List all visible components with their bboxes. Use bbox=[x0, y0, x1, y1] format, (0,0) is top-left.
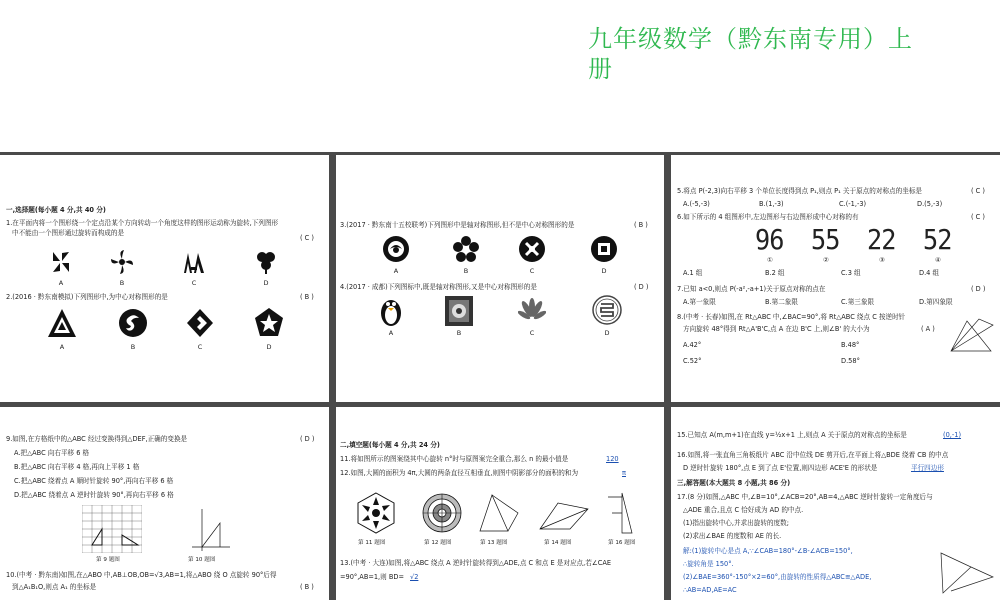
question-8-option-d: D.58° bbox=[841, 357, 860, 365]
option-label: A bbox=[59, 343, 65, 351]
clover-icon bbox=[254, 249, 278, 275]
question-1-answer: ( C ) bbox=[300, 234, 314, 242]
question-4: 4.(2017 · 成都)下列图标中,既是轴对称图形,又是中心对称图形的是 bbox=[340, 283, 537, 291]
pinwheel-x-icon bbox=[50, 249, 72, 275]
quadrilateral-figure bbox=[536, 499, 592, 533]
option-label: A bbox=[388, 329, 394, 337]
question-13-line-2: =90°,AB=1,则 BD= bbox=[340, 573, 404, 581]
seal-icon bbox=[592, 295, 622, 325]
flower-icon bbox=[452, 235, 480, 263]
digit-pair-1: 96 bbox=[755, 223, 784, 256]
panel-fill-in-11-13 bbox=[336, 407, 664, 600]
section-heading: 二,填空题(每小题 4 分,共 24 分) bbox=[340, 441, 440, 449]
option-label: A bbox=[393, 267, 399, 275]
panel-questions-3-4 bbox=[336, 155, 664, 402]
option-label: D bbox=[601, 267, 607, 275]
question-17-line-2: △ADE 重合,且点 C 恰好成为 AD 的中点. bbox=[683, 506, 804, 514]
solution-line-1: 解:(1)旋转中心是点 A,∵∠CAB=180°-∠B-∠ACB=150°, bbox=[683, 547, 853, 555]
question-2-answer: ( B ) bbox=[300, 293, 314, 301]
question-7-answer: ( D ) bbox=[971, 285, 986, 293]
question-2: 2.(2016 · 黔东南模拟)下列图形中,为中心对称图形的是 bbox=[6, 293, 168, 301]
question-8-option-c: C.52° bbox=[683, 357, 702, 365]
question-7-option-a: A.第一象限 bbox=[683, 298, 716, 306]
option-label: B bbox=[119, 279, 125, 287]
question-11: 11.将如图所示的图案绕其中心旋转 n°时与原图案完全重合,那么 n 的最小值是 bbox=[340, 455, 569, 463]
question-11-answer: 120 bbox=[606, 455, 619, 463]
solution-line-3: (2)∠BAE=360°-150°×2=60°,由旋转的性质得△ABC≌△ADE, bbox=[683, 573, 872, 581]
rotation-star-figure bbox=[937, 547, 997, 597]
question-9: 9.如图,在方格纸中的△ABC 经过变换得到△DEF,正确的变换是 bbox=[6, 435, 188, 443]
question-8-answer: ( A ) bbox=[921, 325, 935, 333]
question-9-option-d: D.把△ABC 绕着点 A 逆时针旋转 90°,再向右平移 6 格 bbox=[14, 491, 174, 499]
ring-logo-icon bbox=[382, 235, 410, 263]
question-17-part-2: (2)求出∠BAE 的度数和 AE 的长. bbox=[683, 532, 782, 540]
question-17-line-1: 17.(8 分)如图,△ABC 中,∠B=10°,∠ACB=20°,AB=4,△ABC 逆时针旋转一定角度后与 bbox=[677, 493, 933, 501]
question-7-option-c: C.第三象限 bbox=[841, 298, 875, 306]
digit-pair-3: 22 bbox=[867, 223, 896, 256]
question-5-option-a: A.(-5,-3) bbox=[683, 200, 710, 208]
section-heading: 三,解答题(本大题共 8 小题,共 86 分) bbox=[677, 479, 791, 487]
figure-caption: 第 13 题图 bbox=[480, 540, 508, 546]
digit-pair-2: 55 bbox=[811, 223, 840, 256]
question-16-line-1: 16.如图,将一张直角三角板纸片 ABC 沿中位线 DE 剪开后,在平面上将△BDE 绕着 CB 的中点 bbox=[677, 451, 949, 459]
option-label: D bbox=[263, 279, 269, 287]
petal-logo-icon bbox=[518, 297, 546, 325]
question-13-line-1: 13.(中考 · 大连)如图,将△ABC 绕点 A 逆时针旋转得到△ADE,点 C 和点 E 是对应点,若∠CAE bbox=[340, 559, 612, 567]
diamond-logo-icon bbox=[186, 308, 214, 338]
figure-number: ③ bbox=[879, 256, 885, 264]
question-15: 15.已知点 A(m,m+1)在直线 y=½x+1 上,则点 A 关于原点的对称点的坐标是 bbox=[677, 431, 907, 439]
question-6-option-b: B.2 组 bbox=[765, 269, 785, 277]
question-7: 7.已知 a<0,则点 P(-a²,-a+1)关于原点对称的点在 bbox=[677, 285, 826, 293]
option-label: A bbox=[58, 279, 64, 287]
penguin-icon bbox=[378, 295, 404, 327]
question-3: 3.(2017 · 黔东南十五校联考)下列图形中是轴对称图形,但不是中心对称图形的是 bbox=[340, 221, 575, 229]
figure-number: ① bbox=[767, 256, 773, 264]
option-label: D bbox=[266, 343, 272, 351]
hexagon-pattern-figure bbox=[354, 491, 398, 535]
question-6-option-d: D.4 组 bbox=[919, 269, 940, 277]
square-badge-icon bbox=[444, 295, 474, 327]
rotation-triangle-figure bbox=[947, 311, 997, 357]
question-10-line-1: 10.(中考 · 黔东南)如图,在△ABO 中,AB⊥OB,OB=√3,AB=1,将△ABO 绕 O 点旋转 90°后得 bbox=[6, 571, 277, 579]
question-8-line-2: 方向旋转 48°得到 Rt△A'B'C,点 A 在边 B'C 上,则∠B' 的大小为 bbox=[683, 325, 870, 333]
figure-caption: 第 12 题图 bbox=[424, 540, 452, 546]
rotated-triangles-figure bbox=[474, 489, 522, 535]
question-4-answer: ( D ) bbox=[634, 283, 649, 291]
pentagon-star-icon bbox=[254, 307, 284, 339]
question-8-option-a: A.42° bbox=[683, 341, 702, 349]
question-5-option-d: D.(5,-3) bbox=[917, 200, 943, 208]
arrows-icon bbox=[182, 249, 206, 275]
figure-caption: 第 14 题图 bbox=[544, 540, 572, 546]
question-6-option-a: A.1 组 bbox=[683, 269, 703, 277]
panel-questions-5-8 bbox=[671, 155, 1000, 402]
question-15-answer: (0,-1) bbox=[943, 431, 962, 439]
question-5: 5.将点 P(-2,3)向右平移 3 个单位长度得到点 P₁,则点 P₁ 关于原点的对称点的坐标是 bbox=[677, 187, 923, 195]
question-10-line-2: 到△A₁B₁O,则点 A₁ 的坐标是 bbox=[12, 583, 97, 591]
question-16-answer: 平行四边形 bbox=[911, 464, 944, 472]
question-6: 6.如下所示的 4 组图形中,左边图形与右边图形成中心对称的有 bbox=[677, 213, 859, 221]
question-17-part-1: (1)指出旋转中心,并求出旋转的度数; bbox=[683, 519, 789, 527]
option-label: C bbox=[191, 279, 197, 287]
question-5-answer: ( C ) bbox=[971, 187, 985, 195]
question-7-option-b: B.第二象限 bbox=[765, 298, 798, 306]
question-10-answer: ( B ) bbox=[300, 583, 314, 591]
question-5-option-b: B.(1,-3) bbox=[759, 200, 784, 208]
option-label: D bbox=[604, 329, 610, 337]
panel-questions-9-10 bbox=[0, 407, 329, 600]
concentric-circles-figure bbox=[422, 493, 462, 533]
question-9-option-b: B.把△ABC 向右平移 4 格,再向上平移 1 格 bbox=[14, 463, 140, 471]
figure-caption: 第 10 题图 bbox=[188, 557, 216, 563]
right-triangle-figure bbox=[602, 489, 650, 537]
swirl-logo-icon bbox=[118, 308, 148, 338]
panel-questions-1-2 bbox=[0, 155, 329, 402]
question-8-line-1: 8.(中考 · 长春)如图,在 Rt△ABC 中,∠BAC=90°,将 Rt△ABC 绕点 C 按逆时针 bbox=[677, 313, 906, 321]
figure-number: ④ bbox=[935, 256, 941, 264]
digit-pair-4: 52 bbox=[923, 223, 952, 256]
question-7-option-d: D.第四象限 bbox=[919, 298, 953, 306]
question-9-option-c: C.把△ABC 绕着点 A 顺时针旋转 90°,再向右平移 6 格 bbox=[14, 477, 174, 485]
option-label: B bbox=[130, 343, 136, 351]
option-label: C bbox=[529, 329, 535, 337]
figure-caption: 第 9 题图 bbox=[96, 557, 120, 563]
solution-line-2: ∴旋转角是 150°. bbox=[683, 560, 734, 568]
question-16-line-2: D 逆时针旋转 180°,点 E 到了点 E'位置,则四边形 ACE'E 的形状是 bbox=[683, 464, 878, 472]
question-6-answer: ( C ) bbox=[971, 213, 985, 221]
cross-circle-icon bbox=[518, 235, 546, 263]
figure-caption: 第 16 题图 bbox=[608, 540, 636, 546]
question-12-answer: π bbox=[622, 469, 626, 477]
question-5-option-c: C.(-1,-3) bbox=[839, 200, 867, 208]
question-12: 12.如图,大圆的面积为 4π,大圆的两条直径互相垂直,则图中阴影部分的面积的和为 bbox=[340, 469, 579, 477]
panel-questions-15-17 bbox=[671, 407, 1000, 600]
coin-icon bbox=[590, 235, 618, 263]
question-8-option-b: B.48° bbox=[841, 341, 860, 349]
question-9-answer: ( D ) bbox=[300, 435, 315, 443]
grid-transform-figure bbox=[82, 505, 142, 553]
option-label: B bbox=[456, 329, 462, 337]
question-1-line-2: 中不能由一个图形通过旋转而构成的是 bbox=[12, 229, 125, 237]
page-title: 九年级数学（黔东南专用）上册 bbox=[588, 25, 913, 83]
triangle-logo-icon bbox=[46, 307, 78, 339]
section-heading: 一,选择题(每小题 4 分,共 40 分) bbox=[6, 206, 106, 214]
option-label: B bbox=[463, 267, 469, 275]
figure-caption: 第 11 题图 bbox=[358, 540, 386, 546]
figure-number: ② bbox=[823, 256, 829, 264]
coordinate-figure bbox=[186, 507, 232, 551]
option-label: C bbox=[529, 267, 535, 275]
question-3-answer: ( B ) bbox=[634, 221, 648, 229]
question-9-option-a: A.把△ABC 向右平移 6 格 bbox=[14, 449, 90, 457]
question-6-option-c: C.3 组 bbox=[841, 269, 861, 277]
question-13-answer: √2 bbox=[410, 573, 419, 581]
solution-line-4: ∴AB=AD,AE=AC bbox=[683, 586, 737, 594]
question-1-line-1: 1.在平面内将一个图形绕一个定点沿某个方向转动一个角度这样的图形运动称为旋转,下列图形 bbox=[6, 219, 279, 227]
option-label: C bbox=[197, 343, 203, 351]
fan-icon bbox=[110, 249, 134, 275]
